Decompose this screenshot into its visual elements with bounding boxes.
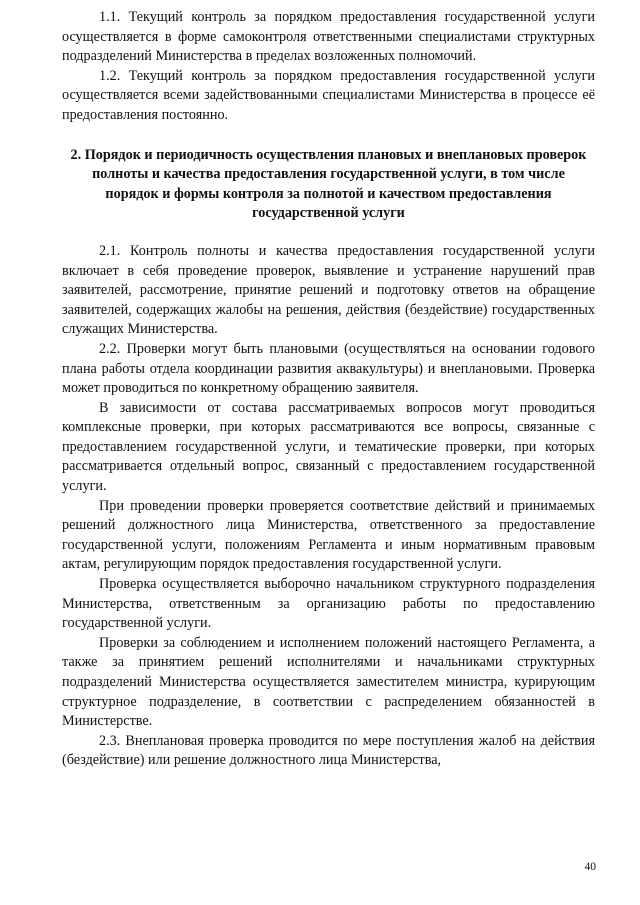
paragraph-2-3: 2.3. Внеплановая проверка проводится по мере поступления жалоб на действия (бездействие) или решение должностного лица Министерства,	[62, 732, 595, 769]
document-body	[62, 8, 595, 771]
page-number: 40	[584, 861, 596, 873]
paragraph-inspection-performer: Проверка осуществляется выборочно начальником структурного подразделения Министерства, ответственным за организацию работы по предоставлению государственной услуги.	[62, 576, 595, 632]
paragraph-1-1: 1.1. Текущий контроль за порядком предоставления государственной услуги осуществляется в форме самоконтроля ответственными специалистами структурных подразделений Министерства в пределах возложенных полномочий.	[62, 9, 595, 65]
paragraph-inspection-scope: При проведении проверки проверяется соответствие действий и принимаемых решений должностного лица Министерства, ответственного за предоставление государственной услуги, положениям Регламента и иным нормативным правовым актам, регулирующим порядок предоставления государственной услуги.	[62, 497, 595, 573]
section-heading: 2. Порядок и периодичность осуществления плановых и внеплановых проверок полноты и качества предоставления государственной услуги, в том числе порядок и формы контроля за полнотой и качеством предоставления государственной услуги	[70, 146, 587, 222]
paragraph-deputy-control: Проверки за соблюдением и исполнением положений настоящего Регламента, а также за принятием решений исполнителями и начальниками структурных подразделений Министерства осуществляется заместителем министра, курирующим структурное подразделение, в соответствии с распределением обязанностей в Министерстве.	[62, 634, 595, 730]
paragraph-1-2: 1.2. Текущий контроль за порядком предоставления государственной услуги осуществляется всеми задействованными специалистами Министерства в процессе её предоставления постоянно.	[62, 67, 595, 123]
paragraph-2-2: 2.2. Проверки могут быть плановыми (осуществляться на основании годового плана работы отдела координации развития аквакультуры) и внеплановыми. Проверка может проводиться по конкретному обращению заявителя.	[62, 340, 595, 397]
paragraph-2-1: 2.1. Контроль полноты и качества предоставления государственной услуги включает в себя проведение проверок, выявление и устранение нарушений прав заявителей, рассмотрение, принятие решений и подготовку ответов на обращение заявителей, содержащих жалобы на решения, действия (бездействие) государственных служащих Министерства.	[62, 242, 595, 338]
paragraph-inspection-types: В зависимости от состава рассматриваемых вопросов могут проводиться комплексные проверки, при которых рассматриваются все вопросы, связанные с предоставлением государственной услуги, и тематические проверки, при которых рассматривается отдельный вопрос, связанный с предоставлением государственной услуги.	[62, 399, 595, 495]
